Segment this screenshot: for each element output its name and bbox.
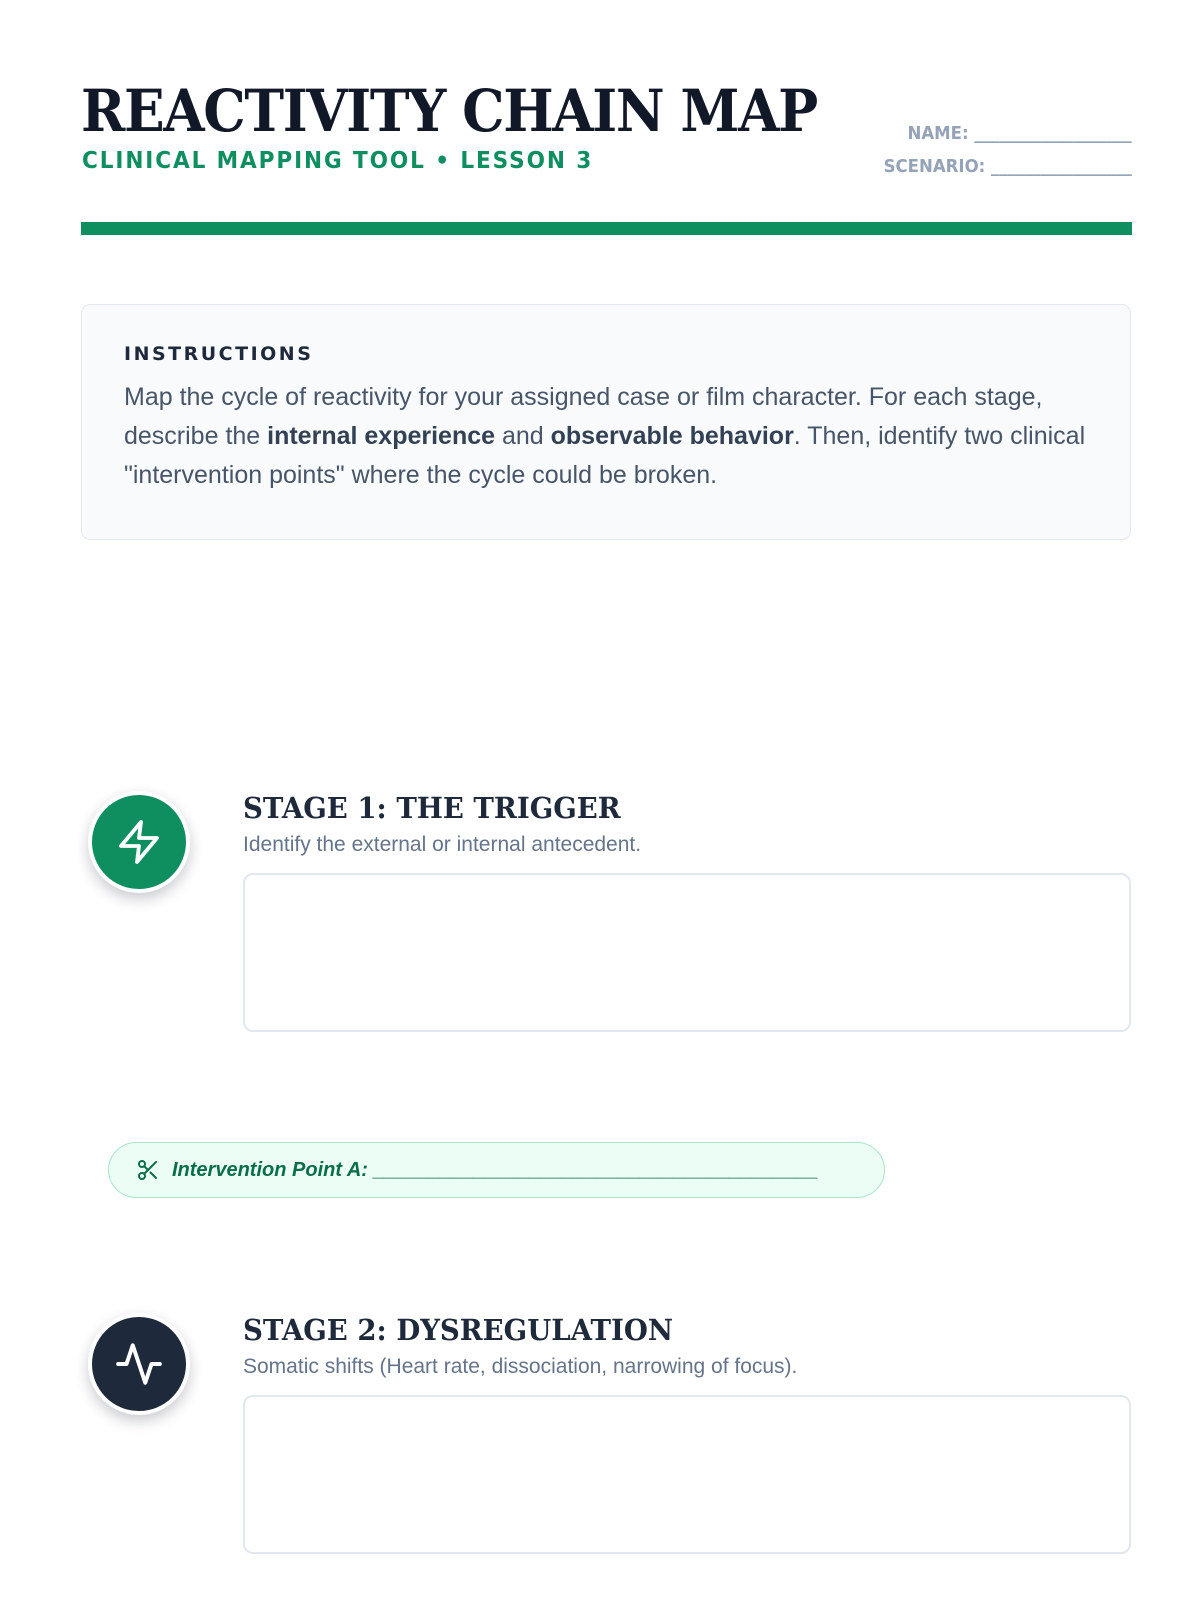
scissors-icon (136, 1158, 160, 1182)
page-subtitle: CLINICAL MAPPING TOOL • LESSON 3 (82, 148, 594, 174)
stage-2-answer-box[interactable] (243, 1395, 1131, 1554)
stage-1-title: STAGE 1: THE TRIGGER (243, 791, 621, 825)
instructions-text (124, 378, 1090, 495)
header-divider (81, 222, 1132, 235)
scenario-field[interactable]: SCENARIO: _________________ (883, 156, 1132, 177)
stage-2-description: Somatic shifts (Heart rate, dissociation, narrowing of focus). (243, 1355, 798, 1378)
page-title: REACTIVITY CHAIN MAP (81, 77, 817, 145)
name-field[interactable]: NAME: ___________________ (907, 123, 1132, 144)
instructions-emphasis-internal: internal experience (267, 422, 496, 450)
stage-1-description: Identify the external or internal antecedent. (243, 833, 642, 856)
pulse-icon (88, 1313, 190, 1415)
intervention-point-a-label: Intervention Point A: ________________________________________ (172, 1158, 819, 1181)
stage-1-answer-box[interactable] (243, 873, 1131, 1032)
stage-2-title: STAGE 2: DYSREGULATION (243, 1313, 674, 1347)
lightning-bolt-icon (88, 791, 190, 893)
instructions-text-part: and (495, 422, 551, 450)
instructions-heading: INSTRUCTIONS (124, 343, 314, 365)
instructions-box (81, 304, 1131, 540)
instructions-text-part: Map the cycle of reactivity for your assigned case or film character. For each stage, describe the (124, 383, 1043, 450)
intervention-point-a[interactable] (108, 1142, 885, 1198)
instructions-emphasis-behavior: observable behavior (550, 422, 794, 450)
instructions-text-part: . Then, identify two clinical "intervention points" where the cycle could be broken. (124, 422, 1086, 489)
